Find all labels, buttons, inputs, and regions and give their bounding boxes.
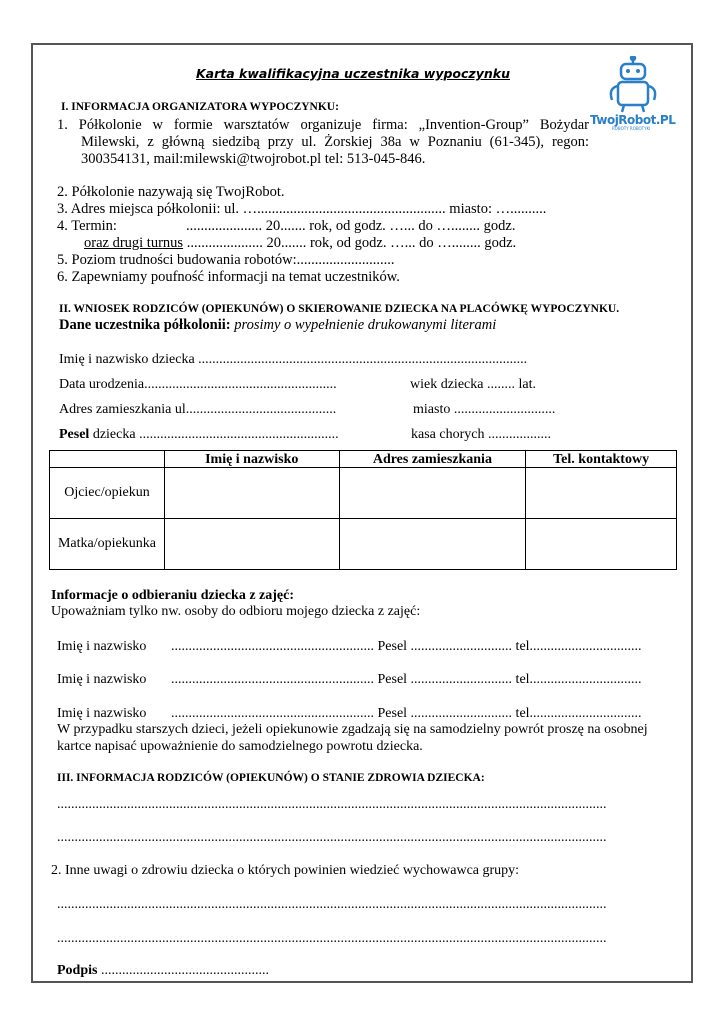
row-label-father: Ojciec/opiekun bbox=[50, 468, 165, 519]
signature-label: Podpis bbox=[57, 963, 98, 978]
table-header-cell: Imię i nazwisko bbox=[164, 451, 339, 468]
logo-subtext: ROBOTY ROBOTYKI bbox=[612, 126, 651, 131]
table-row bbox=[50, 519, 677, 570]
section2-subheading: Dane uczestnika półkolonii: bbox=[59, 317, 231, 333]
father-phone-cell[interactable] bbox=[526, 468, 677, 519]
child-birth-line: Data urodzenia....................................................... bbox=[59, 377, 337, 392]
table-header-cell bbox=[50, 451, 165, 468]
pickup-person2-label: Imię i nazwisko bbox=[57, 672, 147, 687]
mother-address-cell[interactable] bbox=[339, 519, 526, 570]
section2-subheading-note: prosimy o wypełnienie drukowanymi literami bbox=[230, 317, 497, 333]
section1-item1-line1: 1. Półkolonie w formie warsztatów organizuje firma: „Invention-Group” Bożydar bbox=[57, 117, 589, 133]
section2-heading: II. WNIOSEK RODZICÓW (OPIEKUNÓW) O SKIEROWANIE DZIECKA NA PLACÓWKĘ WYPOCZYNKU. bbox=[59, 303, 620, 315]
father-name-cell[interactable] bbox=[164, 468, 339, 519]
twojrobot-logo bbox=[590, 56, 680, 130]
child-age-line: wiek dziecka ........ lat. bbox=[410, 377, 536, 392]
child-name-line: Imię i nazwisko dziecka .............................................................................................. bbox=[59, 352, 528, 367]
pickup-person3-label: Imię i nazwisko bbox=[57, 706, 147, 721]
section1-item4-second-label: oraz drugi turnus bbox=[84, 235, 184, 251]
child-pesel-label: Pesel bbox=[59, 427, 90, 442]
section1-heading: I. INFORMACJA ORGANIZATORA WYPOCZYNKU: bbox=[61, 101, 339, 113]
pickup-person1-fields: .......................................................... Pesel ............................. tel................................ bbox=[171, 639, 642, 654]
pickup-intro: Upoważniam tylko nw. osoby do odbioru mojego dziecka z zajęć: bbox=[51, 604, 421, 619]
father-address-cell[interactable] bbox=[339, 468, 526, 519]
table-row bbox=[50, 468, 677, 519]
health-dots-line1[interactable]: ............................................................................................................................................................. bbox=[57, 797, 607, 812]
pickup-note-line2: kartce napisać upoważnienie do samodzielnego powrotu dziecka. bbox=[57, 739, 423, 754]
child-city-line: miasto ............................. bbox=[413, 402, 556, 417]
section1-item4-line2: ..................... 20....... rok, od godz. …... do …........ godz. bbox=[183, 235, 517, 251]
child-kasa-line: kasa chorych .................. bbox=[411, 427, 551, 442]
signature-dots[interactable]: ................................................ bbox=[97, 963, 269, 978]
section1-item4-label: 4. Termin: bbox=[57, 218, 117, 234]
pickup-note-line1: W przypadku starszych dzieci, jeżeli opiekunowie zgadzają się na samodzielny powrót proszę na osobnej bbox=[57, 722, 648, 737]
child-pesel-line: dziecka ......................................................... bbox=[89, 427, 339, 442]
parents-table bbox=[49, 450, 677, 570]
section1-item1-line3: 300354131, mail:milewski@twojrobot.pl tel: 513-045-846. bbox=[81, 151, 426, 167]
mother-phone-cell[interactable] bbox=[526, 519, 677, 570]
section1-item5: 5. Poziom trudności budowania robotów:........................... bbox=[57, 252, 395, 268]
section1-item1-line2: Milewski, z główną siedzibą przy ul. Żorskiej 38a w Poznaniu (61-345), regon: bbox=[81, 134, 589, 150]
page-title: Karta kwalifikacyjna uczestnika wypoczynku bbox=[196, 66, 510, 81]
remarks-dots-line2[interactable]: ............................................................................................................................................................. bbox=[57, 931, 607, 946]
pickup-heading: Informacje o odbieraniu dziecka z zajęć: bbox=[51, 588, 294, 603]
health-dots-line2[interactable]: ............................................................................................................................................................. bbox=[57, 830, 607, 845]
pickup-person3-fields: .......................................................... Pesel ............................. tel................................ bbox=[171, 706, 642, 721]
section1-item4-line1: ..................... 20....... rok, od godz. …... do …........ godz. bbox=[186, 218, 516, 234]
section3-item2: 2. Inne uwagi o zdrowiu dziecka o których powinien wiedzieć wychowawca grupy: bbox=[51, 863, 520, 878]
table-header-cell: Tel. kontaktowy bbox=[526, 451, 677, 468]
remarks-dots-line1[interactable]: ............................................................................................................................................................. bbox=[57, 897, 607, 912]
parents-table-header bbox=[50, 451, 677, 468]
section1-item6: 6. Zapewniamy poufność informacji na temat uczestników. bbox=[57, 269, 400, 285]
section1-item3: 3. Adres miejsca półkolonii: ul. ….................................................... miasto: ….......... bbox=[57, 201, 547, 217]
pickup-person1-label: Imię i nazwisko bbox=[57, 639, 147, 654]
section3-heading: III. INFORMACJA RODZICÓW (OPIEKUNÓW) O STANIE ZDROWIA DZIECKA: bbox=[57, 772, 485, 784]
mother-name-cell[interactable] bbox=[164, 519, 339, 570]
row-label-mother: Matka/opiekunka bbox=[50, 519, 165, 570]
child-address-line: Adres zamieszkania ul........................................... bbox=[59, 402, 337, 417]
section1-item2: 2. Półkolonie nazywają się TwojRobot. bbox=[57, 184, 285, 200]
table-header-cell: Adres zamieszkania bbox=[339, 451, 526, 468]
pickup-person2-fields: .......................................................... Pesel ............................. tel................................ bbox=[171, 672, 642, 687]
logo-text: TwojRobot.PL bbox=[590, 113, 676, 127]
